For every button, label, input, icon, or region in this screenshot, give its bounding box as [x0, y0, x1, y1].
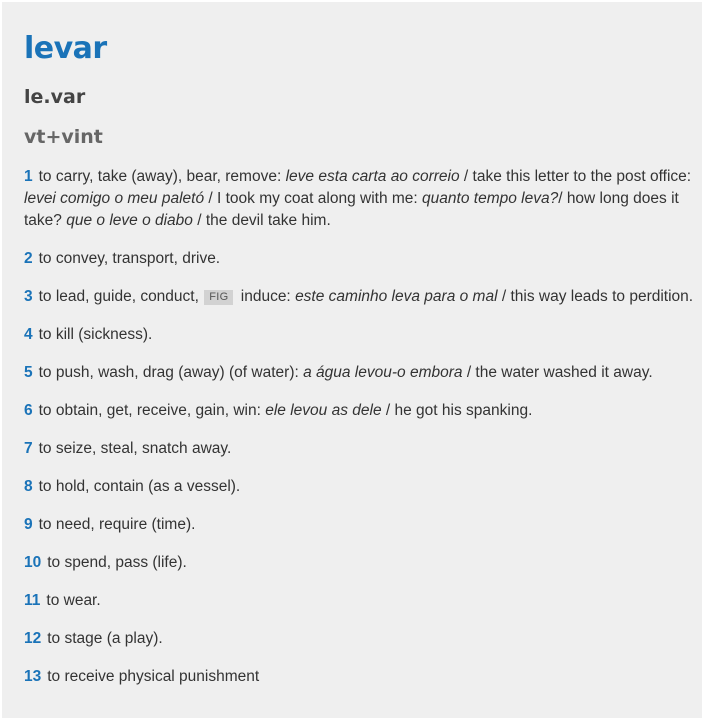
- part-of-speech: vt+vint: [24, 126, 103, 148]
- example-phrase: leve esta carta ao correio: [285, 168, 460, 185]
- syllabification: le.var: [24, 86, 86, 108]
- definition-text: to spend, pass (life).: [47, 554, 187, 571]
- definition-text: to receive physical punishment: [47, 668, 260, 685]
- sense-number: 5: [24, 364, 33, 381]
- sense-number: 4: [24, 326, 33, 343]
- sense-item: [24, 166, 696, 232]
- sense-item: [24, 552, 696, 574]
- sense-item: [24, 590, 696, 612]
- definition-text: to stage (a play).: [47, 630, 163, 647]
- definition-text: / the devil take him.: [192, 212, 331, 229]
- definition-text: to lead, guide, conduct,: [38, 288, 204, 305]
- sense-list: [24, 166, 696, 704]
- example-phrase: levei comigo o meu paletó: [24, 190, 205, 207]
- definition-text: / how long does it take?: [24, 190, 679, 229]
- example-phrase: ele levou as dele: [265, 402, 382, 419]
- sense-item: [24, 248, 696, 270]
- sense-item: [24, 666, 696, 688]
- headword: levar: [24, 31, 107, 66]
- sense-number: 12: [24, 630, 42, 647]
- definition-text: to push, wash, drag (away) (of water):: [38, 364, 304, 381]
- definition-text: / I took my coat along with me:: [204, 190, 423, 207]
- sense-number: 11: [24, 592, 41, 609]
- sense-item: [24, 476, 696, 498]
- sense-number: 7: [24, 440, 33, 457]
- definition-text: to hold, contain (as a vessel).: [38, 478, 241, 495]
- sense-number: 1: [24, 168, 33, 185]
- example-phrase: este caminho leva para o mal: [295, 288, 498, 305]
- definition-text: to convey, transport, drive.: [38, 250, 221, 267]
- usage-label-tag: FIG: [204, 290, 233, 305]
- definition-text: induce:: [236, 288, 296, 305]
- sense-item: [24, 438, 696, 460]
- sense-item: [24, 400, 696, 422]
- example-phrase: a água levou-o embora: [303, 364, 463, 381]
- dictionary-entry-panel: [2, 2, 702, 718]
- sense-item: [24, 362, 696, 384]
- sense-item: [24, 324, 696, 346]
- definition-text: / this way leads to perdition.: [497, 288, 694, 305]
- sense-number: 9: [24, 516, 33, 533]
- example-phrase: que o leve o diabo: [66, 212, 193, 229]
- definition-text: to need, require (time).: [38, 516, 196, 533]
- sense-item: [24, 286, 696, 308]
- sense-number: 10: [24, 554, 42, 571]
- sense-number: 6: [24, 402, 33, 419]
- definition-text: / take this letter to the post office:: [459, 168, 692, 185]
- sense-number: 13: [24, 668, 42, 685]
- sense-item: [24, 514, 696, 536]
- sense-item: [24, 628, 696, 650]
- sense-number: 3: [24, 288, 33, 305]
- definition-text: to wear.: [46, 592, 101, 609]
- definition-text: to obtain, get, receive, gain, win:: [38, 402, 266, 419]
- definition-text: to carry, take (away), bear, remove:: [38, 168, 286, 185]
- definition-text: to kill (sickness).: [38, 326, 153, 343]
- definition-text: to seize, steal, snatch away.: [38, 440, 232, 457]
- example-phrase: quanto tempo leva?: [422, 190, 559, 207]
- sense-number: 2: [24, 250, 33, 267]
- definition-text: / he got his spanking.: [381, 402, 533, 419]
- sense-number: 8: [24, 478, 33, 495]
- definition-text: / the water washed it away.: [462, 364, 653, 381]
